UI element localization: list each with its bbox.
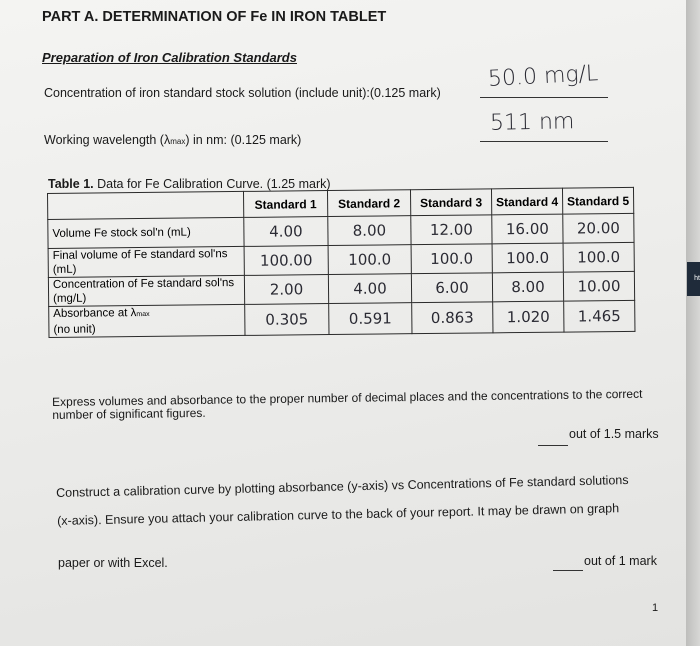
score-line-1	[538, 445, 568, 446]
table-cell: 1.020	[493, 301, 564, 333]
score-label-2: out of 1 mark	[584, 554, 657, 568]
table-cell: 4.00	[328, 274, 411, 304]
table-header-cell: Standard 1	[243, 191, 327, 218]
page-title: PART A. DETERMINATION OF Fe IN IRON TABLET	[42, 9, 387, 25]
wavelength-answer-line	[480, 141, 608, 142]
row-label: Final volume of Fe standard sol'ns (mL)	[48, 246, 244, 277]
table-header-cell: Standard 4	[491, 188, 562, 215]
table-cell: 100.0	[328, 245, 411, 275]
table-cell: 16.00	[492, 214, 563, 244]
table-cell: 0.863	[412, 302, 493, 334]
table-corner-cell	[48, 191, 244, 219]
score-line-2	[553, 570, 583, 571]
wavelength-answer: 511 nm	[489, 109, 575, 136]
stock-concentration-label: Concentration of iron standard stock solution (include unit):(0.125 mark)	[44, 86, 441, 100]
row-label: Absorbance at λmax (no unit)	[49, 304, 245, 337]
table-cell: 1.465	[564, 300, 635, 332]
table-cell: 100.0	[492, 243, 563, 273]
construct-line-2: (x-axis). Ensure you attach your calibration curve to the back of your report. It may be drawn on graph	[57, 501, 620, 528]
construct-line-1: Construct a calibration curve by plotting absorbance (y-axis) vs Concentrations of Fe standard solutions	[56, 473, 629, 500]
construct-line-3: paper or with Excel.	[58, 556, 168, 570]
table-cell: 100.0	[411, 244, 492, 274]
stock-concentration-answer: 50.0 mg/L	[487, 61, 599, 92]
table-cell: 20.00	[563, 213, 634, 243]
table-cell: 10.00	[563, 271, 634, 301]
table-cell: 12.00	[411, 215, 492, 245]
wavelength-label: Working wavelength (λmax) in nm: (0.125 mark)	[44, 133, 302, 147]
table-cell: 8.00	[492, 272, 563, 302]
edge-tab: ht	[687, 262, 700, 296]
stock-answer-line	[480, 97, 608, 98]
row-label: Concentration of Fe standard sol'ns (mg/L)	[48, 275, 244, 306]
adjacent-page-edge	[686, 0, 700, 646]
row-label: Volume Fe stock sol'n (mL)	[48, 217, 244, 248]
table-cell: 100.00	[244, 246, 328, 276]
table-row	[49, 300, 635, 337]
page-number: 1	[652, 602, 659, 614]
table-caption: Table 1. Data for Fe Calibration Curve. (1.25 mark)	[48, 177, 331, 191]
table-cell: 0.591	[329, 303, 412, 335]
table-header-cell: Standard 2	[327, 190, 410, 217]
table-header-cell: Standard 3	[410, 189, 491, 216]
precision-note: Express volumes and absorbance to the proper number of decimal places and the concentrations to the correct number of significant figures.	[51, 386, 643, 422]
score-label-1: out of 1.5 marks	[569, 427, 659, 441]
table-cell: 6.00	[411, 273, 492, 303]
table-cell: 4.00	[244, 217, 328, 247]
table-cell: 8.00	[328, 216, 411, 246]
section-heading: Preparation of Iron Calibration Standards	[42, 50, 297, 65]
table-header-cell: Standard 5	[562, 187, 633, 214]
table-cell: 2.00	[244, 275, 328, 305]
calibration-table	[47, 187, 635, 338]
table-cell: 100.0	[563, 242, 634, 272]
table-cell: 0.305	[245, 304, 329, 336]
